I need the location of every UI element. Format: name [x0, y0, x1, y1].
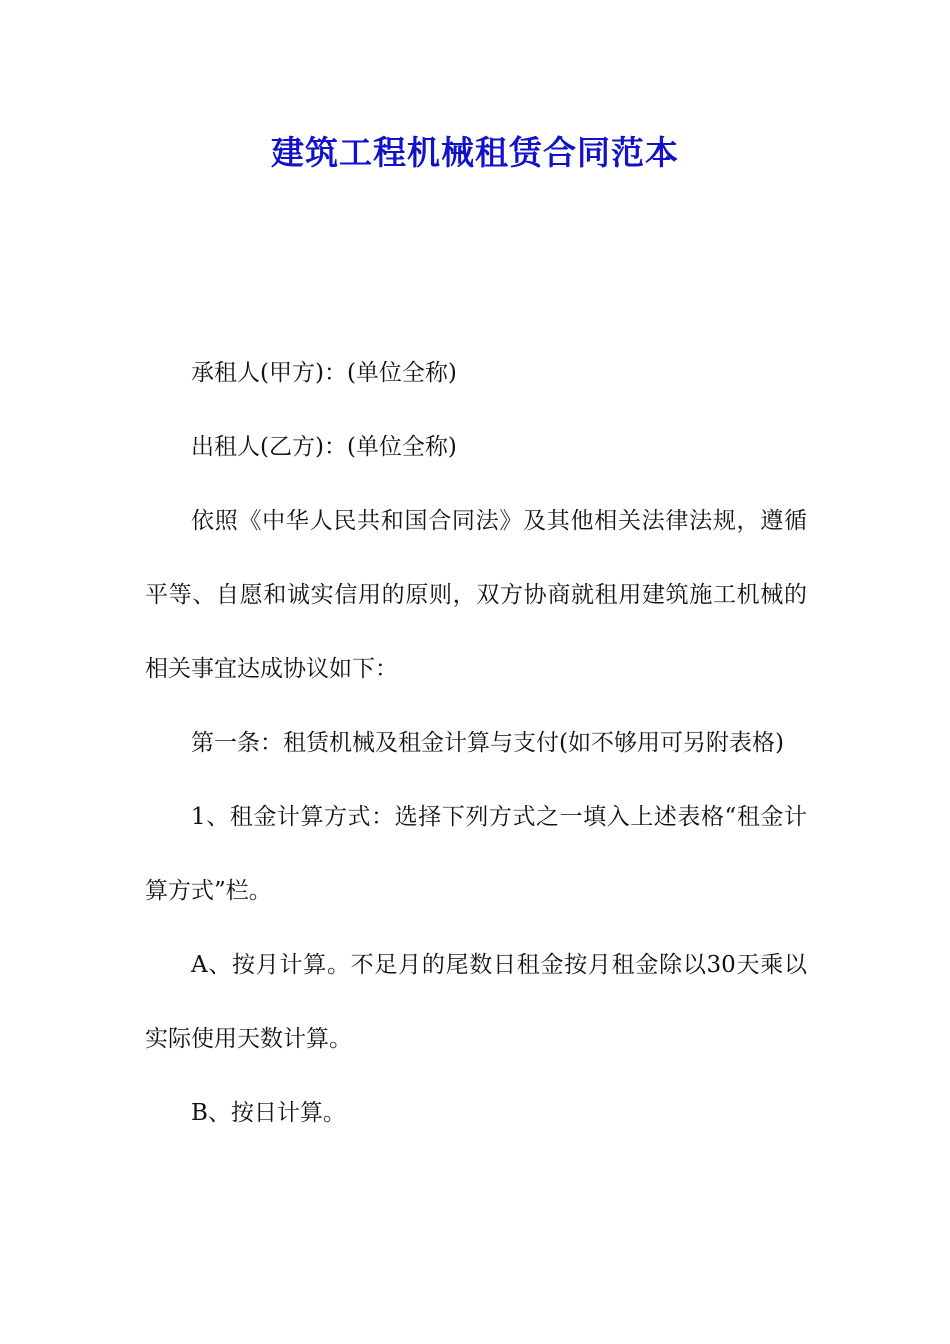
paragraph-option-a: A、按月计算。不足月的尾数日租金按月租金除以30天乘以实际使用天数计算。	[145, 952, 807, 1052]
paragraph-article-one: 第一条：租赁机械及租金计算与支付(如不够用可另附表格)	[191, 730, 784, 756]
paragraph-preamble: 依照《中华人民共和国合同法》及其他相关法律法规，遵循平等、自愿和诚实信用的原则，双方协商就租用建筑施工机械的相关事宜达成协议如下：	[145, 508, 807, 682]
paragraph-option-b: B、按日计算。	[191, 1100, 346, 1126]
paragraph-rent-method: 1、租金计算方式：选择下列方式之一填入上述表格“租金计算方式”栏。	[145, 804, 807, 904]
paragraph-lessor: 出租人(乙方)：(单位全称)	[191, 434, 457, 460]
document-title: 建筑工程机械租赁合同范本	[271, 133, 679, 172]
paragraph-lessee: 承租人(甲方)：(单位全称)	[191, 360, 457, 386]
document-body	[145, 336, 807, 1150]
